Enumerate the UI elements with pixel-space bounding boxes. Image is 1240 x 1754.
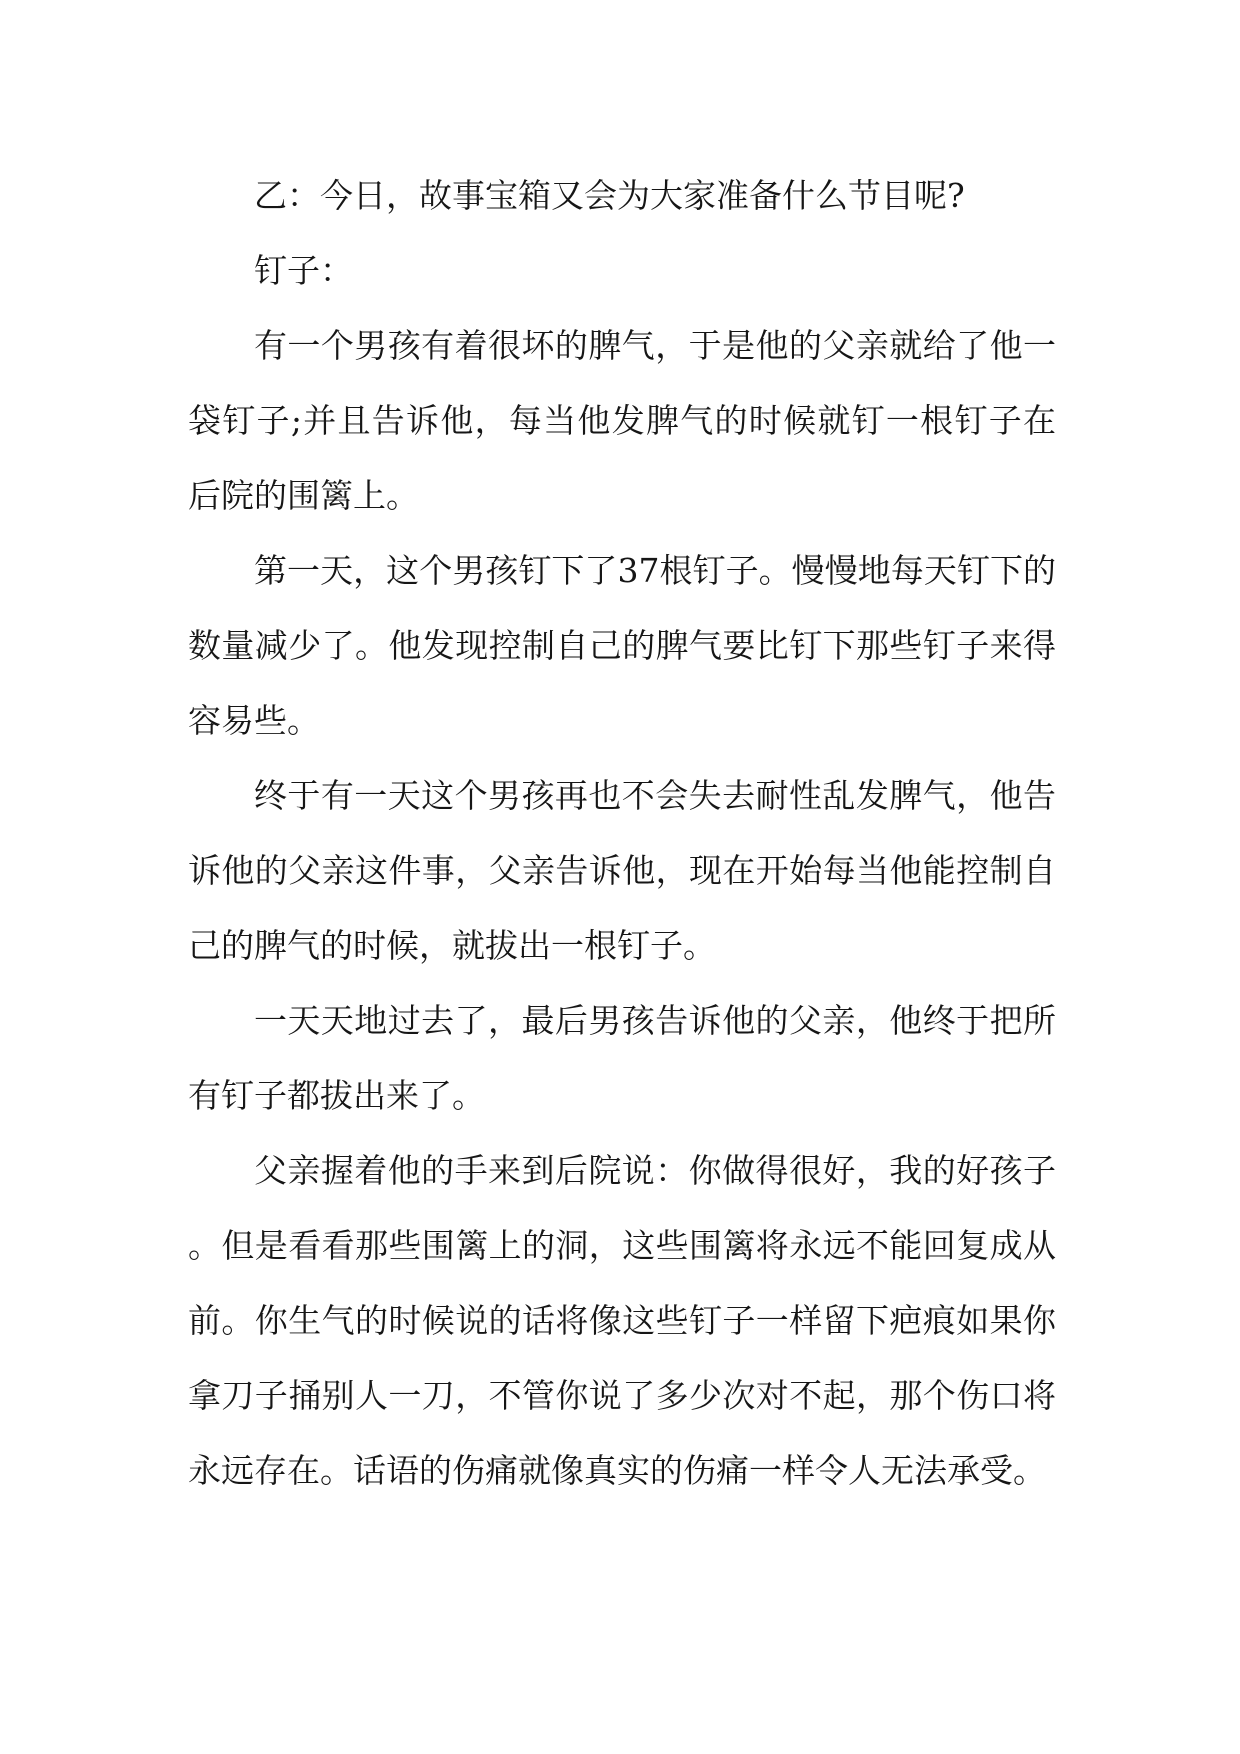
paragraph-story-1: 有一个男孩有着很坏的脾气，于是他的父亲就给了他一袋钉子;并且告诉他，每当他发脾气的时候就钉一根钉子在后院的围篱上。	[188, 326, 1056, 515]
paragraph-story-5: 父亲握着他的手来到后院说：你做得很好，我的好孩子。但是看看那些围篱上的洞，这些围篱将永远不能回复成从前。你生气的时候说的话将像这些钉子一样留下疤痕如果你拿刀子捅别人一刀，不管你说了多少次对不起，那个伤口将永远存在。话语的伤痛就像真实的伤痛一样令人无法承受。	[188, 1151, 1056, 1490]
body-text	[188, 158, 1056, 1508]
paragraph-story-3: 终于有一天这个男孩再也不会失去耐性乱发脾气，他告诉他的父亲这件事，父亲告诉他，现在开始每当他能控制自己的脾气的时候，就拔出一根钉子。	[188, 776, 1056, 965]
paragraph-intro-question: 乙：今日，故事宝箱又会为大家准备什么节目呢?	[254, 176, 965, 215]
paragraph-story-4: 一天天地过去了，最后男孩告诉他的父亲，他终于把所有钉子都拔出来了。	[188, 1001, 1056, 1115]
paragraph-story-title: 钉子：	[254, 251, 353, 290]
paragraph-story-2: 第一天，这个男孩钉下了37根钉子。慢慢地每天钉下的数量减少了。他发现控制自己的脾气要比钉下那些钉子来得容易些。	[188, 551, 1056, 740]
